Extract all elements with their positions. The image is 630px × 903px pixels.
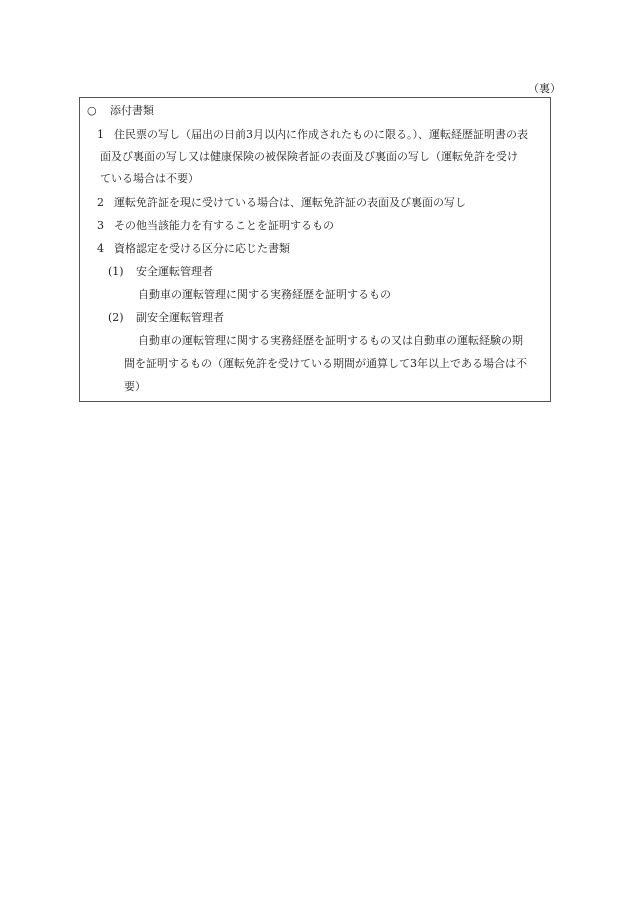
subitem-1-number: (1) — [108, 265, 124, 278]
item-4-line-1: 資格認定を受ける区分に応じた書類 — [114, 242, 290, 255]
item-1-number: 1 — [97, 128, 104, 141]
item-1-line-3: ている場合は不要） — [100, 172, 199, 185]
subitem-2-line-1: 自動車の運転管理に関する実務経歴を証明するもの又は自動車の運転経験の期 — [138, 334, 523, 347]
subitem-2-line-2: 間を証明するもの（運転免許を受けている期間が通算して3年以上である場合は不 — [124, 357, 527, 370]
item-2-number: 2 — [97, 196, 104, 209]
item-3-number: 3 — [97, 219, 104, 232]
item-1-line-2: 面及び裏面の写し又は健康保険の被保険者証の表面及び裏面の写し（運転免許を受け — [100, 150, 518, 163]
item-2-line-1: 運転免許証を現に受けている場合は、運転免許証の表面及び裏面の写し — [114, 196, 466, 209]
item-4-number: 4 — [97, 242, 104, 255]
page-side-label: （裏） — [528, 82, 561, 95]
item-3-line-1: その他当該能力を有することを証明するもの — [114, 219, 334, 232]
subitem-2-line-3: 要） — [124, 380, 146, 393]
subitem-2-number: (2) — [108, 311, 124, 324]
heading-bullet: ○ — [87, 104, 97, 117]
heading-title: 添付書類 — [110, 104, 154, 117]
subitem-1-line-1: 自動車の運転管理に関する実務経歴を証明するもの — [138, 288, 391, 301]
subitem-1-title: 安全運転管理者 — [136, 265, 213, 278]
item-1-line-1: 住民票の写し（届出の日前3月以内に作成されたものに限る。）、運転経歴証明書の表 — [114, 128, 528, 141]
subitem-2-title: 副安全運転管理者 — [136, 311, 224, 324]
